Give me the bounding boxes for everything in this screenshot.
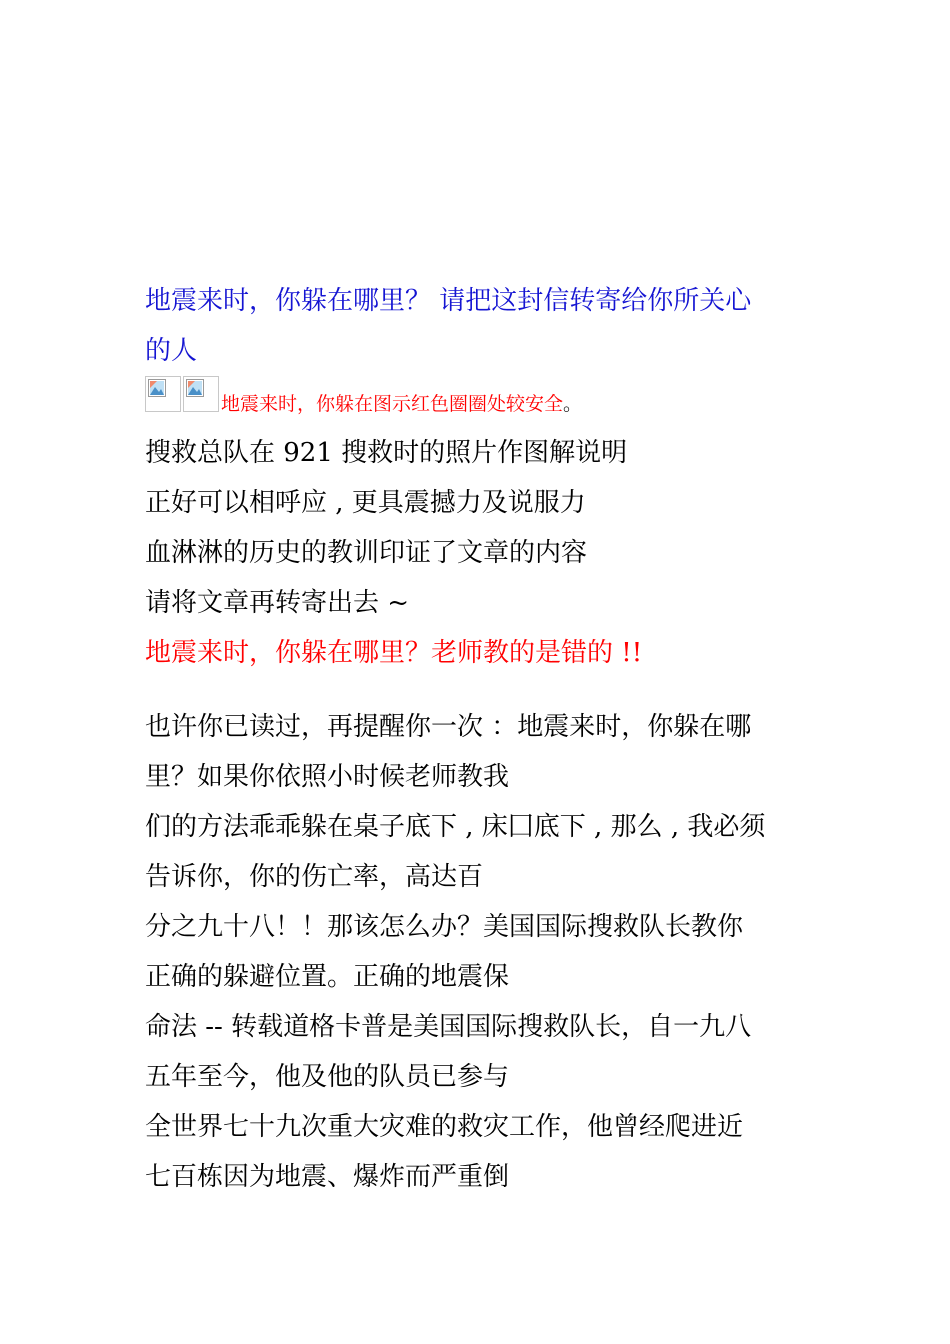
body-line: 分之九十八！！那该怎么办？美国国际搜救队长教你 <box>145 912 744 942</box>
body-line: 全世界七十九次重大灾难的救灾工作，他曾经爬进近 <box>145 1112 744 1142</box>
body-line: 五年至今，他及他的队员已参与 <box>145 1062 510 1092</box>
broken-image-icon <box>183 376 219 412</box>
body-line: 正确的躲避位置。正确的地震保 <box>145 962 510 992</box>
page-title-line-2: 的人 <box>145 336 198 366</box>
headline-alert: 地震来时，你躲在哪里？老师教的是错的 !! <box>145 638 643 668</box>
broken-image-icon <box>145 376 181 412</box>
body-line: 命法 -- 转载道格卡普是美国国际搜救队长，自一九八 <box>145 1012 752 1042</box>
intro-line: 血淋淋的历史的教训印证了文章的内容 <box>145 538 588 568</box>
body-line: 七百栋因为地震、爆炸而严重倒 <box>145 1162 510 1192</box>
body-line: 里？如果你依照小时候老师教我 <box>145 762 510 792</box>
page-title-line-1: 地震来时，你躲在哪里？ 请把这封信转寄给你所关心 <box>145 286 752 316</box>
paragraph-gap <box>145 678 815 702</box>
document-content <box>145 276 815 1202</box>
image-row <box>145 376 815 428</box>
intro-line: 请将文章再转寄出去 ~ <box>145 588 410 618</box>
intro-line: 搜救总队在 921 搜救时的照片作图解说明 <box>145 438 628 468</box>
body-line: 们的方法乖乖躲在桌子底下 , 床囗底下 , 那么 , 我必须 <box>145 812 766 842</box>
image-caption-text: 地震来时，你躲在图示红色圈圈处较安全 <box>221 393 564 415</box>
image-caption <box>221 394 582 414</box>
intro-line: 正好可以相呼应 , 更具震撼力及说服力 <box>145 488 586 518</box>
image-caption-period: 。 <box>563 393 583 415</box>
body-line: 告诉你，你的伤亡率，高达百 <box>145 862 484 892</box>
body-line: 也许你已读过，再提醒你一次 ：地震来时，你躲在哪 <box>145 712 752 742</box>
